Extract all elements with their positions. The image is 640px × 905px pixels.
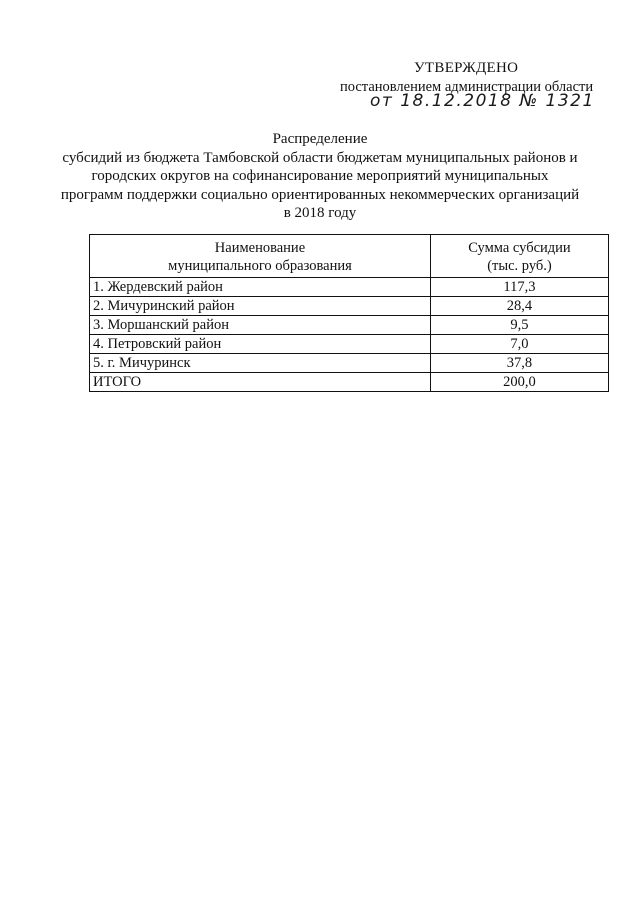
approval-authority: постановлением администрации области	[340, 79, 594, 95]
row-name-cell: 3. Моршанский район	[90, 316, 431, 335]
row-name-cell: 5. г. Мичуринск	[90, 354, 431, 373]
row-sum-cell: 9,5	[430, 316, 608, 335]
table-header-row	[90, 235, 609, 278]
header-name-line1: Наименование	[214, 240, 306, 256]
row-name-cell: 4. Петровский район	[90, 335, 431, 354]
heading-subtitle: субсидий из бюджета Тамбовской области бюджетам муниципальных районов и городских округов на софинансирование мероприятий муниципальных программ поддержки социально ориентированных некоммерческих организаций в 2018 году	[60, 149, 580, 221]
table-row	[90, 316, 609, 335]
row-sum-cell: 37,8	[430, 354, 608, 373]
row-sum-cell: 28,4	[430, 297, 608, 316]
total-sum-cell: 200,0	[430, 373, 608, 392]
table-row	[90, 297, 609, 316]
subsidy-table	[89, 234, 609, 392]
document-heading	[60, 130, 580, 223]
approval-title: УТВЕРЖДЕНО	[414, 60, 519, 76]
approval-handwritten-date-number: от 18.12.2018 № 1321	[370, 91, 595, 111]
table-row	[90, 278, 609, 297]
table-row	[90, 354, 609, 373]
row-sum-cell: 7,0	[430, 335, 608, 354]
row-name-cell: 1. Жердевский район	[90, 278, 431, 297]
table-row	[90, 335, 609, 354]
header-sum-line2: (тыс. руб.)	[487, 258, 552, 274]
table-total-row	[90, 373, 609, 392]
row-name-cell: 2. Мичуринский район	[90, 297, 431, 316]
header-sum-cell	[430, 235, 608, 278]
heading-title: Распределение	[272, 131, 368, 147]
row-sum-cell: 117,3	[430, 278, 608, 297]
header-sum-line1: Сумма субсидии	[468, 240, 571, 256]
total-label-cell: ИТОГО	[90, 373, 431, 392]
header-name-line2: муниципального образования	[168, 258, 352, 274]
header-name-cell	[90, 235, 431, 278]
